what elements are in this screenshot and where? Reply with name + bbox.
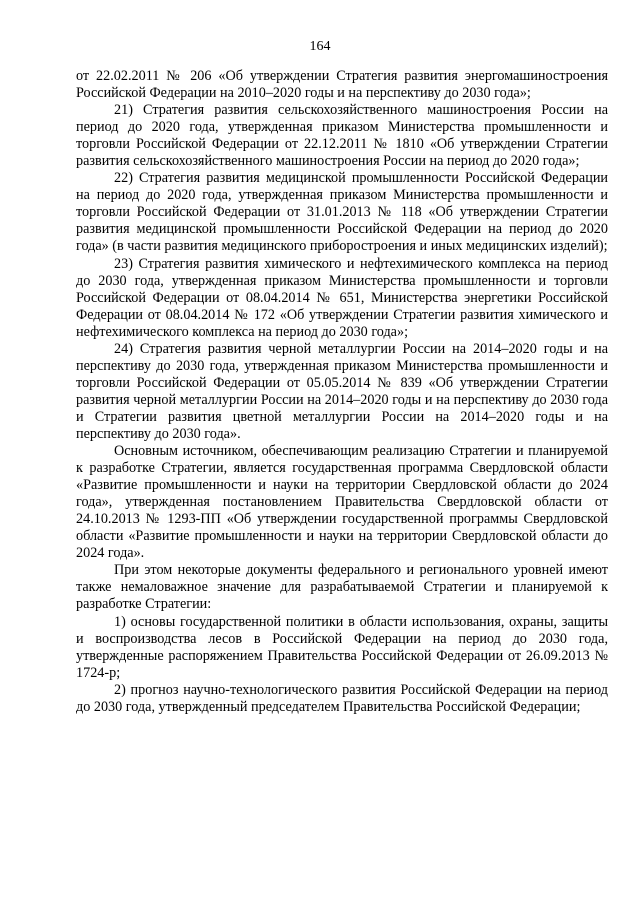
list-item-24: 24) Стратегия развития черной металлургии России на 2014–2020 годы и на перспективу до 2030 года, утвержденная приказом Министерства промышленности и торговли Российской Федерации от 05.05.2014 № 839 «Об утверждении Стратегии развития черной металлургии России на 2014–2020 годы и на перспективу до 2030 года и Стратегии развития цветной металлургии России на 2014–2020 годы и на перспективу до 2030 года». (76, 340, 608, 442)
list-item-22: 22) Стратегия развития медицинской промышленности Российской Федерации на период до 2020 года, утвержденная приказом Министерства промышленности и торговли Российской Федерации от 31.01.2013 № 118 «Об утверждении Стратегии развития медицинской промышленности Российской Федерации на период до 2020 года» (в части развития медицинского приборостроения и иных медицинских изделий); (76, 170, 608, 255)
page-number: 164 (309, 39, 331, 54)
document-body (76, 68, 608, 716)
list-item-2: 2) прогноз научно-технологического развития Российской Федерации на период до 2030 года, утвержденный председателем Правительства Российской Федерации; (76, 681, 608, 715)
list-item-1: 1) основы государственной политики в области использования, охраны, защиты и воспроизводства лесов в Российской Федерации на период до 2030 года, утвержденные распоряжением Правительства Российской Федерации от 26.09.2013 № 1724-р; (76, 613, 608, 681)
paragraph-other-documents: При этом некоторые документы федерального и регионального уровней имеют также немаловажное значение для разрабатываемой Стратегии и планируемой к разработке Стратегии: (76, 562, 608, 613)
paragraph-main-source: Основным источником, обеспечивающим реализацию Стратегии и планируемой к разработке Стратегии, является государственная программа Свердловской области «Развитие промышленности и науки на территории Свердловской области до 2024 года», утвержденная постановлением Правительства Свердловской области от 24.10.2013 № 1293-ПП «Об утверждении государственной программы Свердловской области «Развитие промышленности и науки на территории Свердловской области до 2024 года». (76, 443, 608, 562)
paragraph-continuation: от 22.02.2011 № 206 «Об утверждении Стратегия развития энергомашиностроения Российской Федерации на 2010–2020 годы и на перспективу до 2030 года»; (76, 68, 608, 102)
list-item-23: 23) Стратегия развития химического и нефтехимического комплекса на период до 2030 года, утвержденная приказом Министерства промышленности и торговли Российской Федерации от 08.04.2014 № 651, Министерства энергетики Российской Федерации от 08.04.2014 № 172 «Об утверждении Стратегии развития химического и нефтехимического комплекса на период до 2030 года»; (76, 255, 608, 340)
list-item-21: 21) Стратегия развития сельскохозяйственного машиностроения России на период до 2020 года, утвержденная приказом Министерства промышленности и торговли Российской Федерации от 22.12.2011 № 1810 «Об утверждении Стратегии развития сельскохозяйственного машиностроения России на период до 2020 года»; (76, 102, 608, 170)
